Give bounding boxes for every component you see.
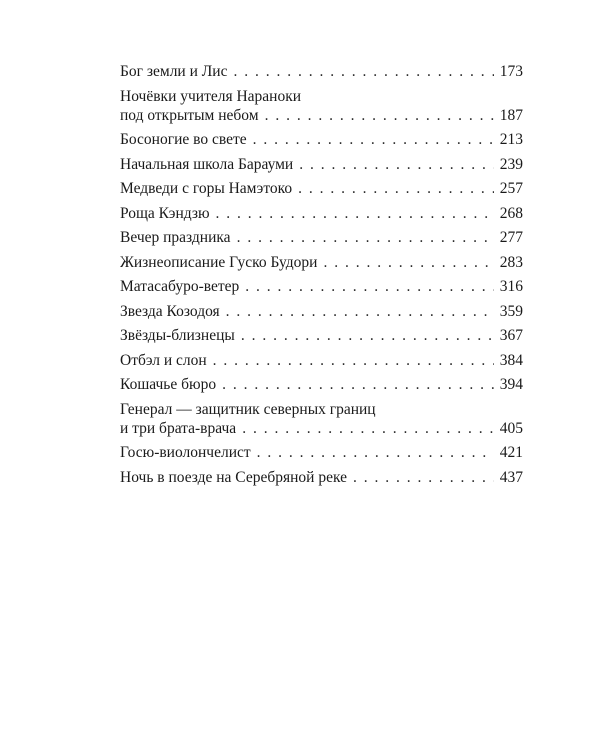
toc-entry-page-number: 367 xyxy=(499,327,523,344)
toc-entry-page-number: 437 xyxy=(499,468,523,486)
toc-entry-title xyxy=(120,302,500,321)
toc-entry[interactable] xyxy=(120,204,523,223)
toc-entry[interactable] xyxy=(120,400,523,438)
toc-entry-title xyxy=(120,326,500,345)
toc-entry-page-number: 277 xyxy=(499,229,523,246)
toc-entry-page-number: 283 xyxy=(499,253,523,271)
dot-leader xyxy=(253,130,494,149)
dot-leader xyxy=(245,277,493,296)
dot-leader xyxy=(233,62,493,81)
toc-entry-page-number: 213 xyxy=(499,131,523,148)
toc-entry-page-number: 359 xyxy=(499,302,523,320)
toc-entry[interactable] xyxy=(120,155,523,174)
toc-entry-title-text: Госю-виолончелист xyxy=(120,444,251,461)
dot-leader xyxy=(257,443,494,462)
toc-entry-page-number: 316 xyxy=(499,278,523,295)
toc-entry-page-number: 239 xyxy=(499,155,523,173)
toc-entry-page-number: 384 xyxy=(499,351,523,369)
dot-leader xyxy=(265,106,494,125)
toc-entry-title xyxy=(120,179,500,198)
toc-entry-title xyxy=(120,375,500,394)
dot-leader xyxy=(216,204,494,223)
toc-entry[interactable] xyxy=(120,130,523,149)
toc-entry[interactable] xyxy=(120,326,523,345)
toc-entry-page-number: 173 xyxy=(499,63,523,80)
toc-entry[interactable] xyxy=(120,277,523,296)
toc-entry-title-line-1: Ночёвки учителя Нараноки xyxy=(120,87,302,105)
toc-entry-title-text: Звезда Козодоя xyxy=(120,302,220,320)
toc-entry-title-text: Бог земли и Лис xyxy=(120,63,228,80)
toc-entry-title xyxy=(120,277,500,296)
toc-entry[interactable] xyxy=(120,468,523,487)
toc-entry-title xyxy=(120,204,500,223)
toc-entry-title xyxy=(120,400,500,438)
toc-entry-title-text: Ночь в поезде на Серебряной реке xyxy=(120,468,347,486)
toc-entry-title xyxy=(120,155,500,174)
toc-entry[interactable] xyxy=(120,375,523,394)
toc-entry-title-text: Кошачье бюро xyxy=(120,376,217,393)
toc-entry-title-text: Жизнеописание Гуско Будори xyxy=(120,253,318,271)
toc-entry[interactable] xyxy=(120,87,523,125)
dot-leader xyxy=(226,302,494,321)
toc-entry-title xyxy=(120,87,500,125)
toc-entry-page-number: 257 xyxy=(499,180,523,197)
toc-entry[interactable] xyxy=(120,302,523,321)
toc-entry[interactable] xyxy=(120,62,523,81)
toc-entry-page-number: 405 xyxy=(499,419,523,437)
toc-entry-title-text: Отбэл и слон xyxy=(120,351,207,369)
toc-entry-page-number: 187 xyxy=(499,106,523,124)
toc-entry-title xyxy=(120,228,500,247)
toc-entry[interactable] xyxy=(120,228,523,247)
toc-entry-title xyxy=(120,130,500,149)
toc-entry-page-number: 394 xyxy=(499,376,523,393)
toc-entry-title xyxy=(120,443,500,462)
toc-entry[interactable] xyxy=(120,351,523,370)
toc-entry-title xyxy=(120,253,500,272)
dot-leader xyxy=(222,375,494,394)
toc-entry-title-text: Звёзды-близнецы xyxy=(120,327,235,344)
toc-entry-title-line-2: под открытым небом xyxy=(120,106,259,124)
toc-entry-title-text: Начальная школа Барауми xyxy=(120,155,294,173)
toc-entry[interactable] xyxy=(120,253,523,272)
dot-leader xyxy=(323,253,493,272)
toc-entry[interactable] xyxy=(120,443,523,462)
toc-entry-title-text: Вечер праздника xyxy=(120,229,231,246)
dot-leader xyxy=(242,419,494,438)
toc-entry-title-text: Медведи с горы Намэтоко xyxy=(120,180,293,197)
toc-entry-page-number: 268 xyxy=(499,204,523,222)
dot-leader xyxy=(353,468,494,487)
toc-entry-title-text: Матасабуро-ветер xyxy=(120,278,240,295)
dot-leader xyxy=(298,179,494,198)
toc-entry-title-text: Босоногие во свете xyxy=(120,131,247,148)
toc-entry-page-number: 421 xyxy=(499,444,523,461)
toc-entry-title-text: Роща Кэндзю xyxy=(120,204,210,222)
toc-entry[interactable] xyxy=(120,179,523,198)
toc-entry-title xyxy=(120,62,500,81)
toc-entry-title xyxy=(120,351,500,370)
table-of-contents xyxy=(120,62,523,492)
toc-entry-title-line-1: Генерал — защитник северных границ xyxy=(120,400,376,418)
dot-leader xyxy=(237,228,494,247)
dot-leader xyxy=(241,326,494,345)
toc-entry-title-line-2: и три брата-врача xyxy=(120,419,237,437)
dot-leader xyxy=(299,155,494,174)
dot-leader xyxy=(213,351,494,370)
toc-entry-title xyxy=(120,468,500,487)
